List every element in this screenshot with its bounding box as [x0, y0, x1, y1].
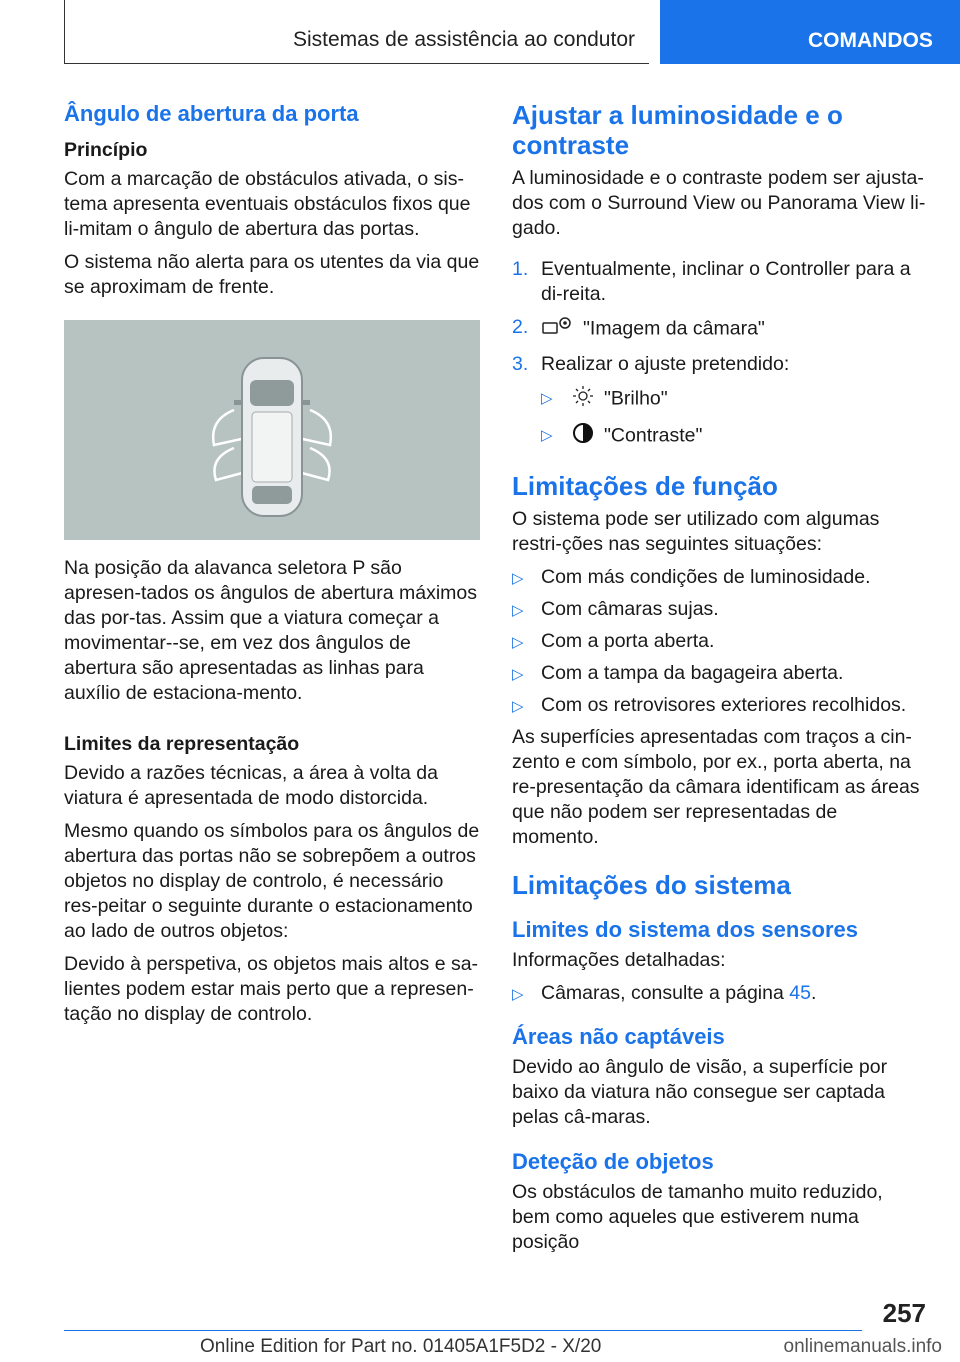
heading-principle: Princípio — [64, 139, 148, 161]
option-text: "Brilho" — [604, 387, 668, 410]
header-box — [64, 0, 649, 64]
step-text: "Imagem da câmara" — [583, 317, 765, 340]
list-item — [512, 352, 926, 377]
paragraph: O sistema não alerta para os utentes da via que se aproximam de frente. — [64, 251, 480, 298]
list-item — [512, 981, 926, 1006]
paragraph: Informações detalhadas: — [512, 949, 726, 971]
heading-adjust: Ajustar a luminosidade e o contraste — [512, 100, 843, 160]
heading-sensor-limits: Limites do sistema dos sensores — [512, 917, 859, 942]
page-number: 257 — [882, 1298, 926, 1328]
contrast-icon — [572, 422, 594, 451]
heading-system-limits: Limitações do sistema — [512, 870, 791, 900]
bullet-triangle-icon: ▷ — [512, 602, 524, 619]
bullet-triangle-icon: ▷ — [541, 390, 553, 407]
list-item — [512, 257, 926, 307]
paragraph: Devido ao ângulo de visão, a superfície por baixo da viatura não consegue ser captada pelas câ-maras. — [512, 1056, 888, 1128]
paragraph: Devido à perspetiva, os objetos mais altos e sa-lientes podem estar mais perto que a represen-tação no display de controlo. — [64, 953, 479, 1025]
list-item — [512, 693, 926, 718]
list-item — [512, 629, 926, 654]
tab-comandos[interactable]: COMANDOS — [660, 0, 960, 64]
list-text: Com câmaras sujas. — [541, 598, 719, 620]
left-column — [64, 100, 482, 1035]
right-column — [512, 100, 926, 1263]
step-text: Realizar o ajuste pretendido: — [541, 353, 790, 375]
info-list — [512, 981, 926, 1006]
heading-door-angle: Ângulo de abertura da porta — [64, 101, 359, 126]
heading-function-limits: Limitações de função — [512, 471, 778, 501]
paragraph: Mesmo quando os símbolos para os ângulos de abertura das portas não se sobrepõem a outros objetos no display de controlo, é necessário res-peitar o seguinte durante o estacionamento ao lado de outros objetos: — [64, 820, 480, 942]
bullet-triangle-icon: ▷ — [512, 570, 524, 587]
paragraph: Na posição da alavanca seletora P são apresen-tados os ângulos de abertura máximos das por-tas. Assim que a viatura começar a movimentar--se, em vez dos ângulos de abertura são apresentadas as linhas para auxílio de estaciona-mento. — [64, 557, 477, 704]
section-title: Sistemas de assistência ao condutor — [292, 28, 635, 51]
page-link[interactable]: 45 — [789, 982, 811, 1004]
list-text: Com más condições de luminosidade. — [541, 566, 871, 588]
punctuation: . — [810, 982, 817, 1004]
list-text: Com os retrovisores exteriores recolhidos. — [541, 694, 907, 716]
list-item — [512, 565, 926, 590]
bullet-triangle-icon: ▷ — [512, 698, 524, 715]
list-item — [512, 422, 926, 451]
list-text: Com a porta aberta. — [541, 630, 715, 652]
list-text: Com a tampa da bagageira aberta. — [541, 662, 844, 684]
list-text: Câmaras, consulte a página — [541, 982, 784, 1004]
heading-object-detection: Deteção de objetos — [512, 1149, 714, 1174]
paragraph: Os obstáculos de tamanho muito reduzido, bem como aqueles que estiverem numa posição — [512, 1181, 883, 1253]
heading-limits: Limites da representação — [64, 733, 300, 755]
camera-settings-icon — [541, 315, 573, 344]
bullet-triangle-icon: ▷ — [512, 634, 524, 651]
car-door-angle-figure — [64, 320, 480, 540]
car-top-view-illustration — [64, 320, 480, 540]
function-limits-list — [512, 565, 926, 718]
paragraph: As superfícies apresentadas com traços a cin-zento e com símbolo, por ex., porta aberta, na re-presentação da câmara identificam as áreas que não podem ser representadas de momento. — [512, 726, 920, 848]
footer-watermark: onlinemanuals.info — [783, 1336, 942, 1357]
bullet-triangle-icon: ▷ — [541, 427, 553, 444]
footer-edition: Online Edition for Part no. 01405A1F5D2 - X/20 — [200, 1336, 602, 1357]
list-item — [512, 315, 926, 344]
list-item — [512, 385, 926, 414]
option-text: "Contraste" — [604, 424, 703, 447]
list-item — [512, 597, 926, 622]
step-number: 3. — [512, 353, 529, 375]
step-text: Eventualmente, inclinar o Controller para a di-reita. — [541, 258, 911, 305]
brightness-icon — [572, 385, 594, 414]
paragraph: O sistema pode ser utilizado com algumas restri-ções nas seguintes situações: — [512, 508, 880, 555]
footer-divider — [64, 1330, 862, 1331]
paragraph: A luminosidade e o contraste podem ser ajusta-dos com o Surround View ou Panorama View li-gado. — [512, 167, 926, 239]
adjust-options — [512, 385, 926, 451]
step-number: 1. — [512, 258, 529, 280]
paragraph: Devido a razões técnicas, a área à volta da viatura é apresentada de modo distorcida. — [64, 762, 438, 809]
bullet-triangle-icon: ▷ — [512, 986, 524, 1003]
bullet-triangle-icon: ▷ — [512, 666, 524, 683]
heading-uncapturable-areas: Áreas não captáveis — [512, 1024, 725, 1049]
steps-list — [512, 257, 926, 377]
step-number: 2. — [512, 316, 529, 338]
paragraph: Com a marcação de obstáculos ativada, o sis-tema apresenta eventuais obstáculos fixos que li-mitam o ângulo de abertura das portas. — [64, 168, 471, 240]
list-item — [512, 661, 926, 686]
